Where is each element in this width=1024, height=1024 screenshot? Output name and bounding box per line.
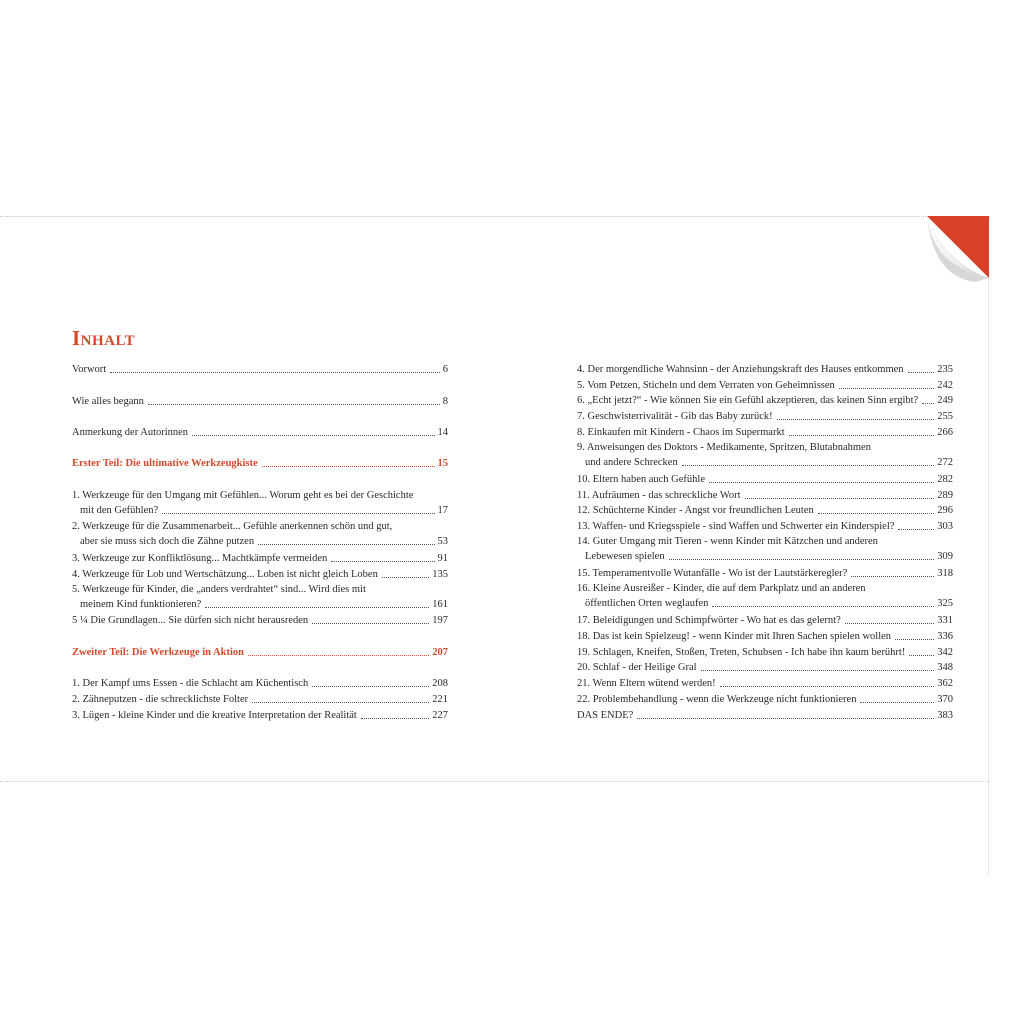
toc-entry — [577, 660, 953, 675]
leader-dots — [818, 513, 934, 514]
toc-entry-line: 9. Anweisungen des Doktors - Medikamente, Spritzen, Blutabnahmen — [577, 442, 871, 453]
toc-page-number: 161 — [432, 599, 448, 610]
leader-dots — [851, 576, 934, 577]
toc-entry — [577, 676, 953, 691]
toc-entry-title: 15. Temperamentvolle Wutanfälle - Wo ist der Lautstärkeregler? — [577, 568, 848, 579]
toc-entry — [577, 613, 953, 628]
toc-page-number: 227 — [432, 710, 448, 721]
leader-dots — [720, 686, 935, 687]
toc-entry-title: 4. Werkzeuge für Lob und Wertschätzung... Loben ist nicht gleich Loben — [72, 569, 378, 580]
toc-entry-line: 5. Werkzeuge für Kinder, die „anders verdrahtet“ sind... Wird dies mit — [72, 584, 366, 595]
toc-page-number: 15 — [437, 458, 448, 469]
leader-dots — [205, 607, 429, 608]
toc-entry-title: Erster Teil: Die ultimative Werkzeugkiste — [72, 458, 258, 469]
toc-row — [577, 378, 953, 393]
leader-dots — [789, 435, 935, 436]
toc-entry — [72, 503, 448, 518]
toc-page-number: 309 — [937, 551, 953, 562]
toc-entry — [72, 692, 448, 707]
toc-entry — [577, 519, 953, 534]
toc-entry — [72, 567, 448, 582]
toc-entry-title: 10. Eltern haben auch Gefühle — [577, 474, 705, 485]
toc-entry — [577, 596, 953, 611]
toc-entry — [72, 597, 448, 612]
toc-page-number: 221 — [432, 694, 448, 705]
toc-entry-title: 19. Schlagen, Kneifen, Stoßen, Treten, Schubsen - Ich habe ihn kaum berührt! — [577, 647, 906, 658]
leader-dots — [669, 559, 935, 560]
toc-row — [577, 645, 953, 660]
toc-row — [577, 613, 953, 628]
toc-row — [72, 613, 448, 628]
toc-entry-title: 2. Zähneputzen - die schrecklichste Folter — [72, 694, 249, 705]
toc-row — [577, 676, 953, 691]
toc-page-number: 135 — [432, 569, 448, 580]
toc-entry — [577, 425, 953, 440]
leader-dots — [777, 419, 935, 420]
toc-page-number: 362 — [937, 678, 953, 689]
toc-entry — [577, 362, 953, 377]
toc-row — [72, 567, 448, 582]
leader-dots — [361, 718, 429, 719]
toc-page-number: 6 — [442, 364, 448, 375]
leader-dots — [148, 404, 440, 405]
toc-entry-title: 17. Beleidigungen und Schimpfwörter - Wo hat es das gelernt? — [577, 615, 841, 626]
toc-row — [72, 362, 448, 377]
toc-entry — [72, 456, 448, 471]
leader-dots — [382, 577, 429, 578]
toc-entry-title: 13. Waffen- und Kriegsspiele - sind Waffen und Schwerter ein Kinderspiel? — [577, 521, 895, 532]
toc-row — [72, 394, 448, 409]
toc-entry — [577, 409, 953, 424]
toc-page-number: 266 — [937, 427, 953, 438]
toc-entry-title: 6. „Echt jetzt?“ - Wie können Sie ein Gefühl akzeptieren, das keinen Sinn ergibt? — [577, 395, 919, 406]
toc-page-number: 370 — [937, 694, 953, 705]
toc-page-number: 348 — [937, 662, 953, 673]
toc-entry-title: 5. Vom Petzen, Sticheln und dem Verraten von Geheimnissen — [577, 380, 835, 391]
toc-entry — [72, 425, 448, 440]
toc-page-number: 53 — [437, 536, 448, 547]
toc-row — [577, 409, 953, 424]
toc-entry-title: und andere Schrecken — [585, 457, 678, 468]
toc-entry-title: 21. Wenn Eltern wütend werden! — [577, 678, 716, 689]
toc-row — [577, 629, 953, 644]
toc-entry-line: 14. Guter Umgang mit Tieren - wenn Kinder mit Kätzchen und anderen — [577, 536, 878, 547]
leader-dots — [860, 702, 934, 703]
toc-page-number: 14 — [437, 427, 448, 438]
leader-dots — [252, 702, 429, 703]
leader-dots — [258, 544, 434, 545]
toc-row — [577, 393, 953, 408]
leader-dots — [162, 513, 434, 514]
toc-row — [577, 596, 953, 611]
toc-entry-title: 7. Geschwisterrivalität - Gib das Baby zurück! — [577, 411, 773, 422]
toc-page-number: 318 — [937, 568, 953, 579]
toc-entry — [577, 566, 953, 581]
leader-dots — [331, 561, 434, 562]
toc-entry-title: 8. Einkaufen mit Kindern - Chaos im Supermarkt — [577, 427, 785, 438]
toc-page-number: 331 — [937, 615, 953, 626]
toc-entry-title: Wie alles begann — [72, 396, 144, 407]
page-title: Inhalt — [72, 326, 136, 350]
toc-entry — [577, 692, 953, 707]
toc-row — [72, 645, 448, 660]
toc-entry — [577, 503, 953, 518]
toc-page-number: 17 — [437, 505, 448, 516]
toc-row — [577, 519, 953, 534]
toc-row — [577, 503, 953, 518]
toc-entry-title: Anmerkung der Autorinnen — [72, 427, 189, 438]
toc-row — [577, 362, 953, 377]
toc-entry — [72, 551, 448, 566]
toc-page-number: 255 — [937, 411, 953, 422]
toc-page-number: 235 — [937, 364, 953, 375]
toc-entry — [72, 676, 448, 691]
leader-dots — [922, 403, 934, 404]
toc-page-number: 325 — [937, 598, 953, 609]
toc-row — [577, 566, 953, 581]
toc-row — [72, 708, 448, 723]
toc-row — [72, 692, 448, 707]
page-curl-corner-icon — [925, 216, 991, 286]
leader-dots — [682, 465, 935, 466]
leader-dots — [909, 655, 934, 656]
toc-entry-title: 3. Lügen - kleine Kinder und die kreative Interpretation der Realität — [72, 710, 357, 721]
page-right-border — [988, 216, 989, 876]
toc-page-number: 303 — [937, 521, 953, 532]
leader-dots — [898, 529, 934, 530]
toc-page-number: 342 — [937, 647, 953, 658]
toc-entry — [72, 362, 448, 377]
leader-dots — [637, 718, 934, 719]
toc-row — [577, 708, 953, 723]
toc-entry-title: 4. Der morgendliche Wahnsinn - der Anziehungskraft des Hauses entkommen — [577, 364, 904, 375]
leader-dots — [701, 670, 935, 671]
toc-entry-title: DAS ENDE? — [577, 710, 634, 721]
toc-entry-title: 20. Schlaf - der Heilige Gral — [577, 662, 697, 673]
leader-dots — [312, 623, 429, 624]
toc-page-number: 242 — [937, 380, 953, 391]
toc-entry-title: 5 ¼ Die Grundlagen... Sie dürfen sich nicht herausreden — [72, 615, 309, 626]
toc-row — [577, 425, 953, 440]
toc-page-number: 272 — [937, 457, 953, 468]
toc-entry-title: Lebewesen spielen — [585, 551, 665, 562]
toc-entry — [577, 708, 953, 723]
toc-page-number: 207 — [432, 647, 448, 658]
toc-row — [72, 534, 448, 549]
toc-entry — [577, 393, 953, 408]
toc-entry-title: 12. Schüchterne Kinder - Angst vor freundlichen Leuten — [577, 505, 814, 516]
toc-page-number: 336 — [937, 631, 953, 642]
toc-entry-line: 16. Kleine Ausreißer - Kinder, die auf dem Parkplatz und an anderen — [577, 583, 866, 594]
toc-row — [72, 551, 448, 566]
toc-row — [72, 597, 448, 612]
toc-entry-title: aber sie muss sich doch die Zähne putzen — [80, 536, 255, 547]
toc-entry — [577, 629, 953, 644]
toc-page-number: 289 — [937, 490, 953, 501]
toc-entry — [577, 645, 953, 660]
page-bottom-border — [0, 781, 990, 782]
toc-entry-title: 22. Problembehandlung - wenn die Werkzeuge nicht funktionieren — [577, 694, 857, 705]
toc-row — [577, 660, 953, 675]
leader-dots — [248, 655, 429, 656]
toc-entry-title: meinem Kind funktionieren? — [80, 599, 202, 610]
toc-entry-title: 18. Das ist kein Spielzeug! - wenn Kinder mit Ihren Sachen spielen wollen — [577, 631, 892, 642]
leader-dots — [745, 498, 935, 499]
toc-row — [577, 472, 953, 487]
toc-entry — [72, 708, 448, 723]
toc-entry — [577, 472, 953, 487]
toc-row — [577, 455, 953, 470]
page-top-border — [0, 216, 990, 217]
leader-dots — [192, 435, 434, 436]
toc-entry-line: 1. Werkzeuge für den Umgang mit Gefühlen... Worum geht es bei der Geschichte — [72, 490, 414, 501]
toc-row — [72, 456, 448, 471]
leader-dots — [712, 606, 934, 607]
toc-row — [72, 676, 448, 691]
toc-entry — [72, 534, 448, 549]
toc-page-number: 296 — [937, 505, 953, 516]
toc-entry — [577, 455, 953, 470]
toc-entry-title: mit den Gefühlen? — [80, 505, 159, 516]
toc-entry — [72, 645, 448, 660]
toc-page-number: 383 — [937, 710, 953, 721]
toc-page-number: 197 — [432, 615, 448, 626]
toc-page-number: 282 — [937, 474, 953, 485]
toc-entry — [577, 549, 953, 564]
leader-dots — [895, 639, 934, 640]
toc-entry-title: 1. Der Kampf ums Essen - die Schlacht am Küchentisch — [72, 678, 309, 689]
leader-dots — [839, 388, 934, 389]
toc-page-number: 91 — [437, 553, 448, 564]
toc-page-number: 8 — [442, 396, 448, 407]
toc-entry-title: öffentlichen Orten weglaufen — [585, 598, 709, 609]
toc-entry-title: Zweiter Teil: Die Werkzeuge in Aktion — [72, 647, 244, 658]
toc-entry — [72, 613, 448, 628]
toc-entry-line: 2. Werkzeuge für die Zusammenarbeit... Gefühle anerkennen schön und gut, — [72, 521, 393, 532]
leader-dots — [262, 466, 435, 467]
toc-row — [577, 488, 953, 503]
toc-entry — [72, 394, 448, 409]
toc-entry-title: Vorwort — [72, 364, 107, 375]
leader-dots — [845, 623, 935, 624]
toc-row — [577, 549, 953, 564]
toc-entry-title: 3. Werkzeuge zur Konfliktlösung... Machtkämpfe vermeiden — [72, 553, 328, 564]
toc-row — [577, 692, 953, 707]
toc-page-number: 249 — [937, 395, 953, 406]
toc-entry-title: 11. Aufräumen - das schreckliche Wort — [577, 490, 741, 501]
toc-page-number: 208 — [432, 678, 448, 689]
leader-dots — [908, 372, 935, 373]
toc-entry — [577, 488, 953, 503]
leader-dots — [110, 372, 440, 373]
leader-dots — [312, 686, 429, 687]
leader-dots — [709, 482, 934, 483]
toc-entry — [577, 378, 953, 393]
toc-row — [72, 503, 448, 518]
toc-row — [72, 425, 448, 440]
